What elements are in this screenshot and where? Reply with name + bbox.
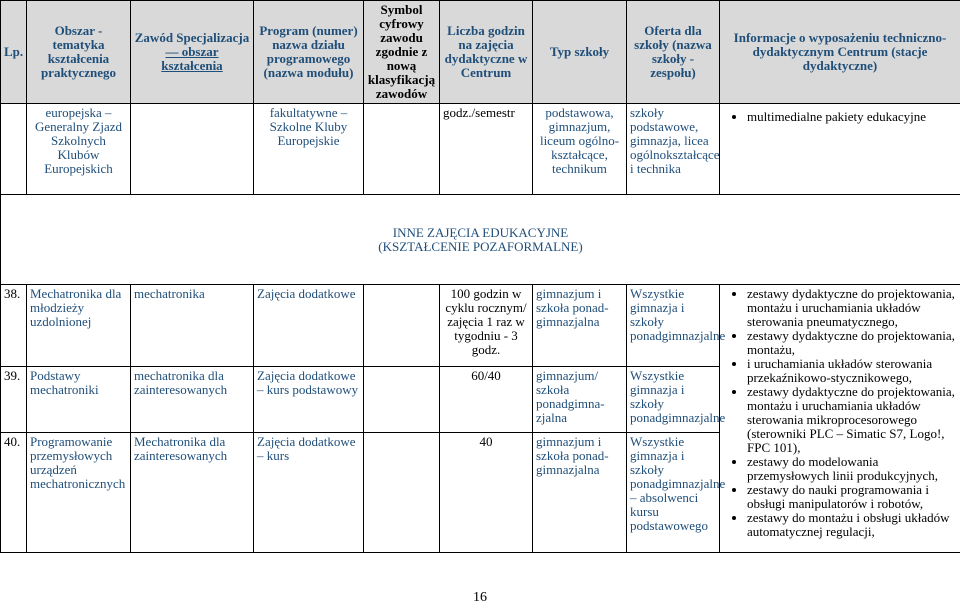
row1-typ: podstawowa, gimnazjum, liceum ogólno-kształcące, technikum <box>533 104 627 195</box>
row40-oferta: Wszystkie gimnazja i szkoły ponadgimnazjalne – absolwenci kursu podstawowego <box>627 433 720 553</box>
table-row <box>1 104 960 195</box>
section-title-2: (KSZTAŁCENIE POZAFORMALNE) <box>378 238 583 254</box>
header-zawod <box>131 1 254 104</box>
list-item: • zestawy dydaktyczne do projektowania, montażu, <box>747 329 957 357</box>
list-item: • zestawy do montażu i obsługi układów automatycznej regulacji, <box>747 511 957 539</box>
table-row <box>1 285 960 367</box>
list-item: • zestawy do modelowania przemysłowych linii produkcyjnych, <box>747 455 957 483</box>
row40-typ: gimnazjum i szkoła ponad-gimnazjalna <box>533 433 627 553</box>
row39-lp: 39. <box>1 367 27 433</box>
header-oferta: Oferta dla szkoły (nazwa szkoły - zespołu) <box>627 1 720 104</box>
row40-program: Zajęcia dodatkowe – kurs <box>254 433 364 553</box>
row39-oferta: Wszystkie gimnazja i szkoły ponadgimnazjalne <box>627 367 720 433</box>
row1-godziny: godz./semestr <box>440 104 533 195</box>
header-typ: Typ szkoły <box>533 1 627 104</box>
row39-symbol <box>364 367 440 433</box>
row39-godziny: 60/40 <box>440 367 533 433</box>
header-row <box>1 1 960 104</box>
row40-zawod: Mechatronika dla zainteresowanych <box>131 433 254 553</box>
row38-lp: 38. <box>1 285 27 367</box>
row1-equipment-list <box>723 110 957 124</box>
section-title <box>1 195 960 285</box>
header-lp: Lp. <box>1 1 27 104</box>
row38-godziny: 100 godzin w cyklu rocznym/ zajęcia 1 raz w tygodniu - 3 godz. <box>440 285 533 367</box>
header-godziny: Liczba godzin na zajęcia dydaktyczne w Centrum <box>440 1 533 104</box>
page-number: 16 <box>473 590 487 605</box>
row1-lp <box>1 104 27 195</box>
row40-godziny: 40 <box>440 433 533 553</box>
header-program: Program (numer) nazwa działu programowego (nazwa modułu) <box>254 1 364 104</box>
row38-symbol <box>364 285 440 367</box>
header-obszar: Obszar - tematyka kształcenia praktycznego <box>27 1 131 104</box>
row38-obszar: Mechatronika dla młodzieży uzdolnionej <box>27 285 131 367</box>
header-wyposazenie: Informacje o wyposażeniu techniczno-dydaktycznym Centrum (stacje dydaktyczne) <box>720 1 960 104</box>
row38-zawod: mechatronika <box>131 285 254 367</box>
section-row <box>1 195 960 285</box>
header-symbol: Symbol cyfrowy zawodu zgodnie z nową klasyfikacją zawodów <box>364 1 440 104</box>
row40-obszar: Programowanie przemysłowych urządzeń mechatronicznych <box>27 433 131 553</box>
row1-zawod <box>131 104 254 195</box>
list-item: • i uruchamiania układów sterowania przekaźnikowo-stycznikowego, <box>747 357 957 385</box>
row38-typ: gimnazjum i szkoła ponad-gimnazjalna <box>533 285 627 367</box>
section-title-1: INNE ZAJĘCIA EDUKACYJNE <box>392 224 569 240</box>
row39-zawod: mechatronika dla zainteresowanych <box>131 367 254 433</box>
row1-wyposazenie <box>720 104 960 195</box>
row39-program: Zajęcia dodatkowe – kurs podstawowy <box>254 367 364 433</box>
row40-lp: 40. <box>1 433 27 553</box>
row1-program: fakultatywne – Szkolne Kluby Europejskie <box>254 104 364 195</box>
row39-obszar: Podstawy mechatroniki <box>27 367 131 433</box>
row1-oferta: szkoły podstawowe, gimnazja, licea ogólnokształcące i technika <box>627 104 720 195</box>
row39-typ: gimnazjum/ szkoła ponadgimna-zjalna <box>533 367 627 433</box>
list-item: • zestawy dydaktyczne do projektowania, montażu i uruchamiania układów sterowania mikroprocesorowego (sterowniki PLC – Simatic S7, Logo!, FPC 101), <box>747 385 957 455</box>
equipment-cell <box>720 285 960 553</box>
equipment-list <box>723 287 957 539</box>
row1-symbol <box>364 104 440 195</box>
list-item: • zestawy dydaktyczne do projektowania, montażu i uruchamiania układów sterowania pneumatycznego, <box>747 287 957 329</box>
row38-program: Zajęcia dodatkowe <box>254 285 364 367</box>
row40-symbol <box>364 433 440 553</box>
header-zawod-a: Zawód Specjalizacja <box>134 30 250 45</box>
list-item: • multimedialne pakiety edukacyjne <box>747 110 957 124</box>
row38-oferta: Wszystkie gimnazja i szkoły ponadgimnazjalne <box>627 285 720 367</box>
header-zawod-b: — obszar kształcenia <box>161 44 223 73</box>
row1-obszar: europejska – Generalny Zjazd Szkolnych Klubów Europejskich <box>27 104 131 195</box>
list-item: • zestawy do nauki programowania i obsługi manipulatorów i robotów, <box>747 483 957 511</box>
